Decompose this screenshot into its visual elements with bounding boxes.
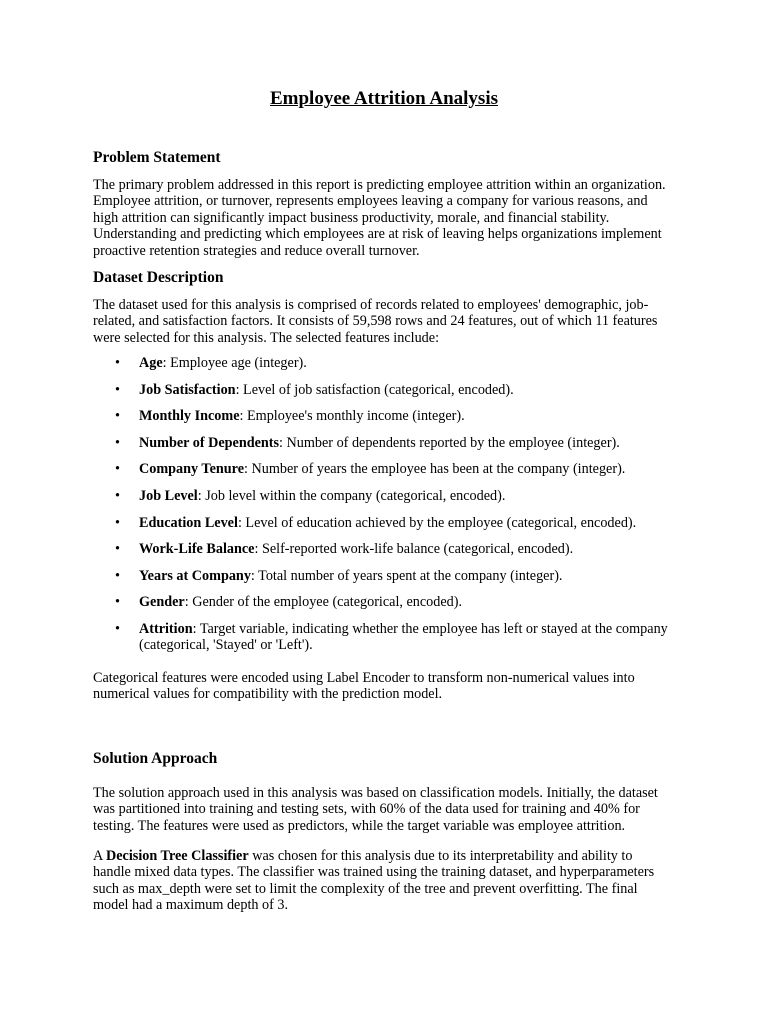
feature-description: : Target variable, indicating whether the employee has left or stayed at the company (categorical, 'Stayed' or 'Left'). — [139, 620, 668, 654]
decision-tree-prefix: A — [93, 848, 107, 864]
feature-name: Age — [139, 355, 163, 371]
feature-description: : Number of dependents reported by the employee (integer). — [279, 434, 620, 451]
list-item — [93, 621, 673, 654]
bullet-icon: • — [115, 567, 120, 584]
problem-statement-text: The primary problem addressed in this report is predicting employee attrition within an organization. Employee attrition, or turnover, represents employees leaving a company for various reasons, and high attrition can significantly impact business productivity, morale, and financial stability. Understanding and predicting which employees are at risk of leaving helps organizations implement proactive retention strategies and reduce overall turnover. — [93, 177, 666, 259]
list-item — [93, 382, 673, 398]
bullet-icon: • — [115, 541, 120, 558]
feature-list — [93, 355, 673, 664]
feature-description: : Gender of the employee (categorical, encoded). — [184, 594, 463, 611]
feature-description: : Level of education achieved by the employee (categorical, encoded). — [237, 514, 637, 531]
bullet-icon: • — [115, 487, 120, 504]
feature-name: Job Satisfaction — [139, 381, 236, 398]
solution-approach-heading: Solution Approach — [93, 750, 218, 767]
solution-approach-text: The solution approach used in this analysis was based on classification models. Initially, the dataset was partitioned into training and testing sets, with 60% of the data used for training and 40% for testing. The features were used as predictors, while the target variable was employee attrition. — [93, 785, 658, 834]
list-item — [93, 461, 673, 477]
list-item — [93, 515, 673, 531]
bullet-icon: • — [115, 434, 120, 451]
list-item — [93, 355, 673, 371]
feature-description: : Total number of years spent at the company (integer). — [250, 567, 563, 584]
feature-name: Years at Company — [139, 567, 251, 584]
document-title: Employee Attrition Analysis — [269, 88, 498, 109]
dataset-description-heading: Dataset Description — [93, 269, 224, 286]
bullet-icon: • — [115, 461, 120, 478]
bullet-icon: • — [115, 355, 120, 371]
list-item — [93, 408, 673, 424]
encoding-note-text: Categorical features were encoded using Label Encoder to transform non-numerical values into numerical values for compatibility with the prediction model. — [93, 670, 635, 703]
feature-name: Company Tenure — [139, 461, 244, 478]
bullet-icon: • — [115, 408, 120, 425]
bullet-icon: • — [115, 381, 120, 398]
feature-description: : Level of job satisfaction (categorical, encoded). — [235, 381, 514, 398]
dataset-intro-text: The dataset used for this analysis is comprised of records related to employees' demographic, job-related, and satisfaction factors. It consists of 59,598 rows and 24 features, out of which 11 features were selected for this analysis. The selected features include: — [93, 297, 658, 346]
feature-name: Work-Life Balance — [139, 541, 255, 558]
decision-tree-description: was chosen for this analysis due to its interpretability and ability to handle mixed data types. The classifier was trained using the training dataset, and hyperparameters such as max_depth were set to limit the complexity of the tree and prevent overfitting. The final model had a maximum depth of 3. — [93, 848, 655, 914]
decision-tree-classifier-label: Decision Tree Classifier — [106, 848, 249, 864]
feature-description: : Self-reported work-life balance (categorical, encoded). — [254, 541, 574, 558]
feature-name: Attrition — [139, 620, 193, 637]
list-item — [93, 568, 673, 584]
feature-name: Job Level — [139, 487, 198, 504]
feature-description: : Employee's monthly income (integer). — [239, 408, 465, 425]
problem-statement-heading: Problem Statement — [93, 149, 221, 166]
feature-description: : Job level within the company (categorical, encoded). — [197, 487, 506, 504]
bullet-icon: • — [115, 620, 120, 637]
feature-name: Number of Dependents — [139, 434, 280, 451]
list-item — [93, 541, 673, 557]
bullet-icon: • — [115, 514, 120, 531]
feature-name: Education Level — [139, 514, 238, 531]
list-item — [93, 488, 673, 504]
feature-description: : Employee age (integer). — [162, 355, 307, 371]
feature-name: Monthly Income — [139, 408, 240, 425]
list-item — [93, 594, 673, 610]
list-item — [93, 435, 673, 451]
bullet-icon: • — [115, 594, 120, 611]
feature-description: : Number of years the employee has been at the company (integer). — [244, 461, 626, 478]
feature-name: Gender — [139, 594, 185, 611]
decision-tree-text — [93, 848, 673, 914]
